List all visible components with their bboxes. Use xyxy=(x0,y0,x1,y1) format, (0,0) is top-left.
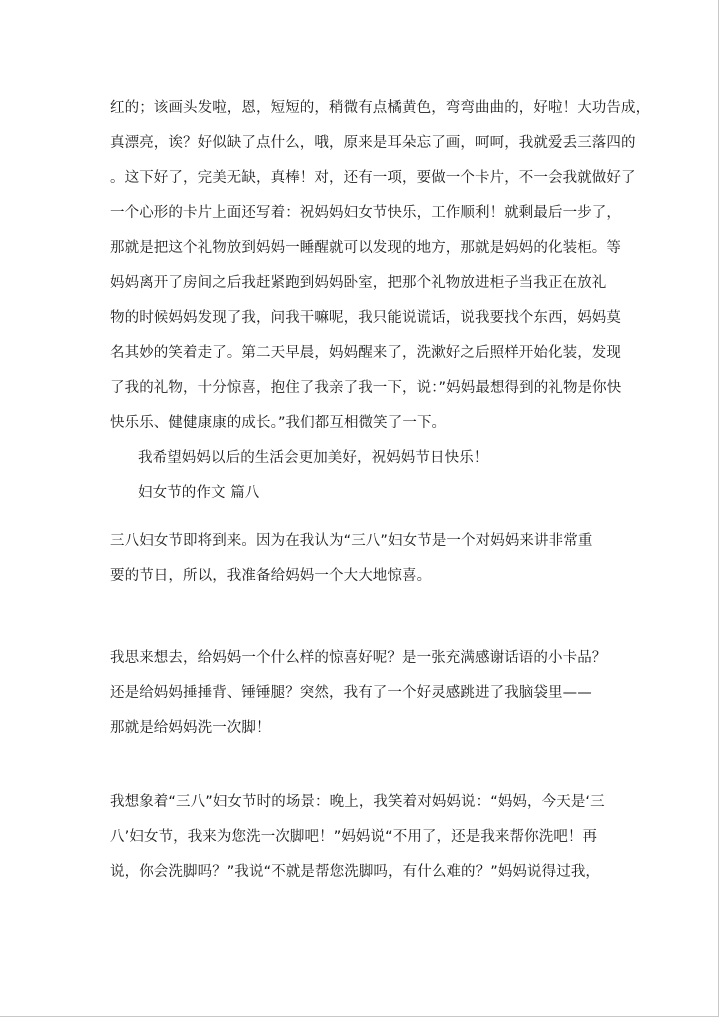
text-line: 妈妈离开了房间之后我赶紧跑到妈妈卧室，把那个礼物放进柜子当我正在放礼 xyxy=(110,275,607,291)
text-line: 还是给妈妈捶捶背、锤锤腿？突然，我有了一个好灵感跳进了我脑袋里—— xyxy=(110,685,592,701)
text-line: 真漂亮，诶？好似缺了点什么，哦，原来是耳朵忘了画，呵呵，我就爱丢三落四的 xyxy=(110,135,636,151)
paragraph-2: 我希望妈妈以后的生活会更加美好，祝妈妈节日快乐！ xyxy=(138,450,489,466)
section-title: 妇女节的作文 篇八 xyxy=(138,485,260,501)
text-line: 八’妇女节，我来为您洗一次脚吧！”妈妈说“不用了，还是我来帮你洗吧！再 xyxy=(110,829,598,845)
text-line: 三八妇女节即将到来。因为在我认为“三八”妇女节是一个对妈妈来讲非常重 xyxy=(110,533,593,549)
text-line: 了我的礼物，十分惊喜，抱住了我亲了我一下，说：”妈妈最想得到的礼物是你快 xyxy=(110,380,622,396)
text-line: 要的节日，所以，我准备给妈妈一个大大地惊喜。 xyxy=(110,568,432,584)
text-line: 那就是给妈妈洗一次脚！ xyxy=(110,720,271,736)
text-line: 。这下好了，完美无缺，真棒！对，还有一项，要做一个卡片，不一会我就做好了 xyxy=(110,170,636,186)
text-line: 我想象着“三八”妇女节时的场景：晚上，我笑着对妈妈说：“妈妈，今天是‘三 xyxy=(110,794,605,810)
text-line: 名其妙的笑着走了。第二天早晨，妈妈醒来了，洗漱好之后照样开始化装，发现 xyxy=(110,345,621,361)
text-line: 快乐乐、健健康康的成长。”我们都互相微笑了一下。 xyxy=(110,415,447,431)
text-line: 一个心形的卡片上面还写着：祝妈妈妇女节快乐，工作顺利！就剩最后一步了， xyxy=(110,205,621,221)
text-line: 物的时候妈妈发现了我，问我干嘛呢，我只能说谎话，说我要找个东西，妈妈莫 xyxy=(110,310,621,326)
text-line: 我思来想去，给妈妈一个什么样的惊喜好呢？是一张充满感谢话语的小卡品？ xyxy=(110,650,607,666)
text-line: 那就是把这个礼物放到妈妈一睡醒就可以发现的地方，那就是妈妈的化装柜。等 xyxy=(110,240,621,256)
text-line: 说，你会洗脚吗？”我说“不就是帮您洗脚吗，有什么难的？”妈妈说得过我， xyxy=(110,864,601,880)
text-line: 红的；该画头发啦，恩，短短的，稍微有点橘黄色，弯弯曲曲的，好啦！大功告成， xyxy=(110,100,651,116)
